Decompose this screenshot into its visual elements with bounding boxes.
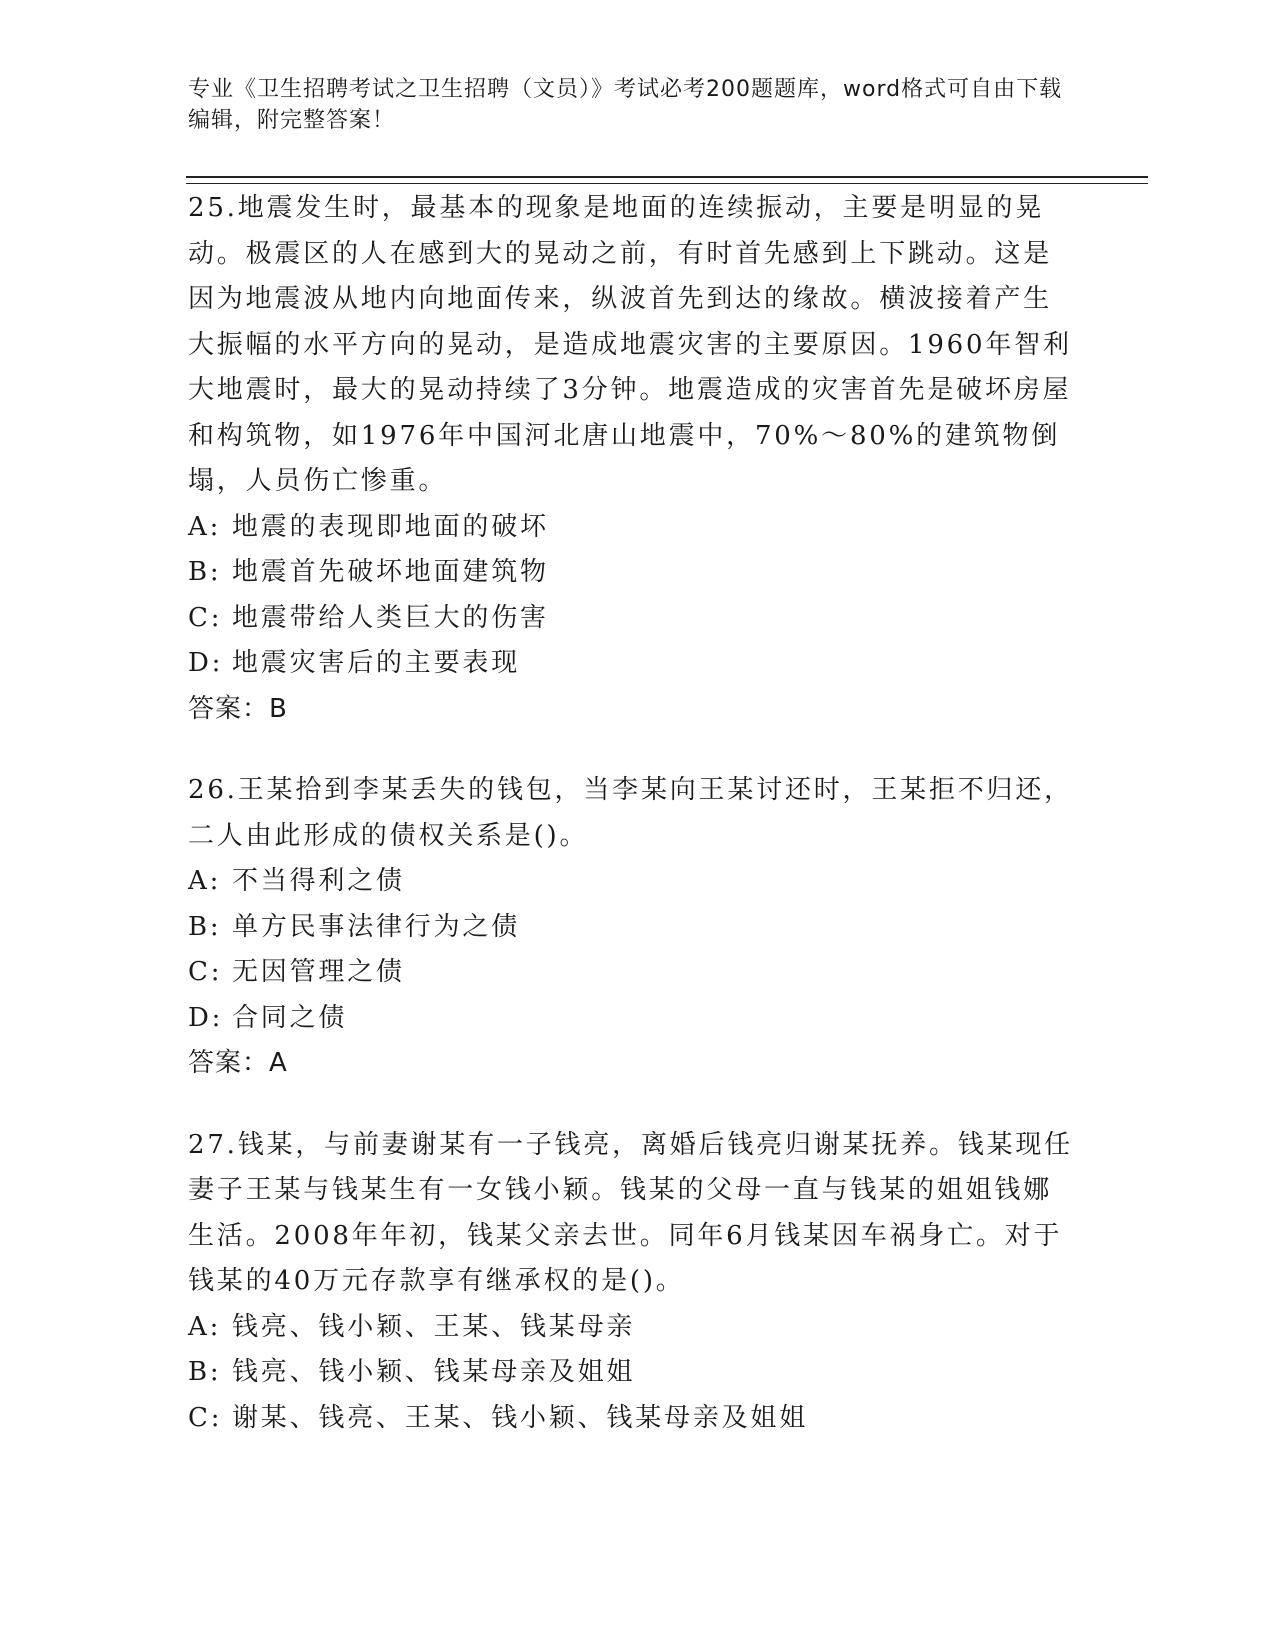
option-c: [188, 596, 1078, 642]
answer-line: 答案：A: [188, 1048, 288, 1078]
option-list: [188, 505, 1078, 687]
option-a: [188, 505, 1078, 551]
option-letter: C:: [188, 1402, 223, 1433]
option-letter: A:: [188, 866, 222, 896]
option-b: [188, 905, 1078, 951]
option-d: [188, 641, 1078, 687]
option-text: 谢某、钱亮、王某、钱小颖、钱某母亲及姐姐: [232, 1402, 809, 1433]
option-list: [188, 1305, 1078, 1442]
option-letter: C:: [188, 602, 223, 633]
question-27: [188, 1123, 1078, 1442]
option-letter: A:: [188, 511, 222, 542]
option-c: [188, 1396, 1078, 1442]
option-text: 合同之债: [232, 1002, 348, 1033]
option-letter: B:: [188, 1357, 222, 1387]
option-text: 钱亮、钱小颖、钱某母亲及姐姐: [232, 1357, 636, 1387]
option-b: [188, 550, 1078, 596]
question-stem: 25.地震发生时，最基本的现象是地面的连续振动，主要是明显的晃动。极震区的人在感到大的晃动之前，有时首先感到上下跳动。这是因为地震波从地内向地面传来，纵波首先到达的缘故。横波接着产生大振幅的水平方向的晃动，是造成地震灾害的主要原因。1960年智利大地震时，最大的晃动持续了3分钟。地震造成的灾害首先是破坏房屋和构筑物，如1976年中国河北唐山地震中，70%～80%的建筑物倒塌，人员伤亡惨重。: [188, 193, 1072, 496]
document-header: 专业《卫生招聘考试之卫生招聘（文员）》考试必考200题题库，word格式可自由下载编辑，附完整答案！: [188, 77, 1063, 133]
option-letter: B:: [188, 557, 222, 587]
question-list: [188, 186, 1078, 1477]
option-d: [188, 996, 1078, 1042]
option-letter: C:: [188, 957, 223, 987]
option-letter: A:: [188, 1311, 222, 1342]
option-text: 地震的表现即地面的破坏: [232, 511, 549, 542]
option-text: 地震首先破坏地面建筑物: [232, 557, 549, 587]
option-letter: D:: [188, 648, 224, 678]
question-stem: 26.王某拾到李某丢失的钱包，当李某向王某讨还时，王某拒不归还，二人由此形成的债权关系是()。: [188, 775, 1073, 851]
option-b: [188, 1350, 1078, 1396]
header-rule-thin: [186, 183, 1148, 184]
answer-line: 答案：B: [188, 693, 288, 724]
option-c: [188, 950, 1078, 996]
option-letter: D:: [188, 1002, 224, 1033]
option-a: [188, 859, 1078, 905]
option-letter: B:: [188, 911, 222, 942]
option-text: 地震带给人类巨大的伤害: [232, 602, 549, 633]
question-stem: 27.钱某，与前妻谢某有一子钱亮，离婚后钱亮归谢某抚养。钱某现任妻子王某与钱某生有一女钱小颖。钱某的父母一直与钱某的姐姐钱娜生活。2008年年初，钱某父亲去世。同年6月钱某因车祸身亡。对于钱某的40万元存款享有继承权的是()。: [188, 1129, 1073, 1296]
option-text: 地震灾害后的主要表现: [232, 648, 521, 678]
question-26: [188, 768, 1078, 1087]
option-text: 钱亮、钱小颖、王某、钱某母亲: [232, 1311, 636, 1342]
header-rule-thick: [186, 176, 1148, 178]
option-list: [188, 859, 1078, 1041]
option-text: 不当得利之债: [232, 866, 405, 896]
option-text: 单方民事法律行为之债: [232, 911, 521, 942]
option-a: [188, 1305, 1078, 1351]
question-25: [188, 186, 1078, 732]
option-text: 无因管理之债: [232, 957, 405, 987]
